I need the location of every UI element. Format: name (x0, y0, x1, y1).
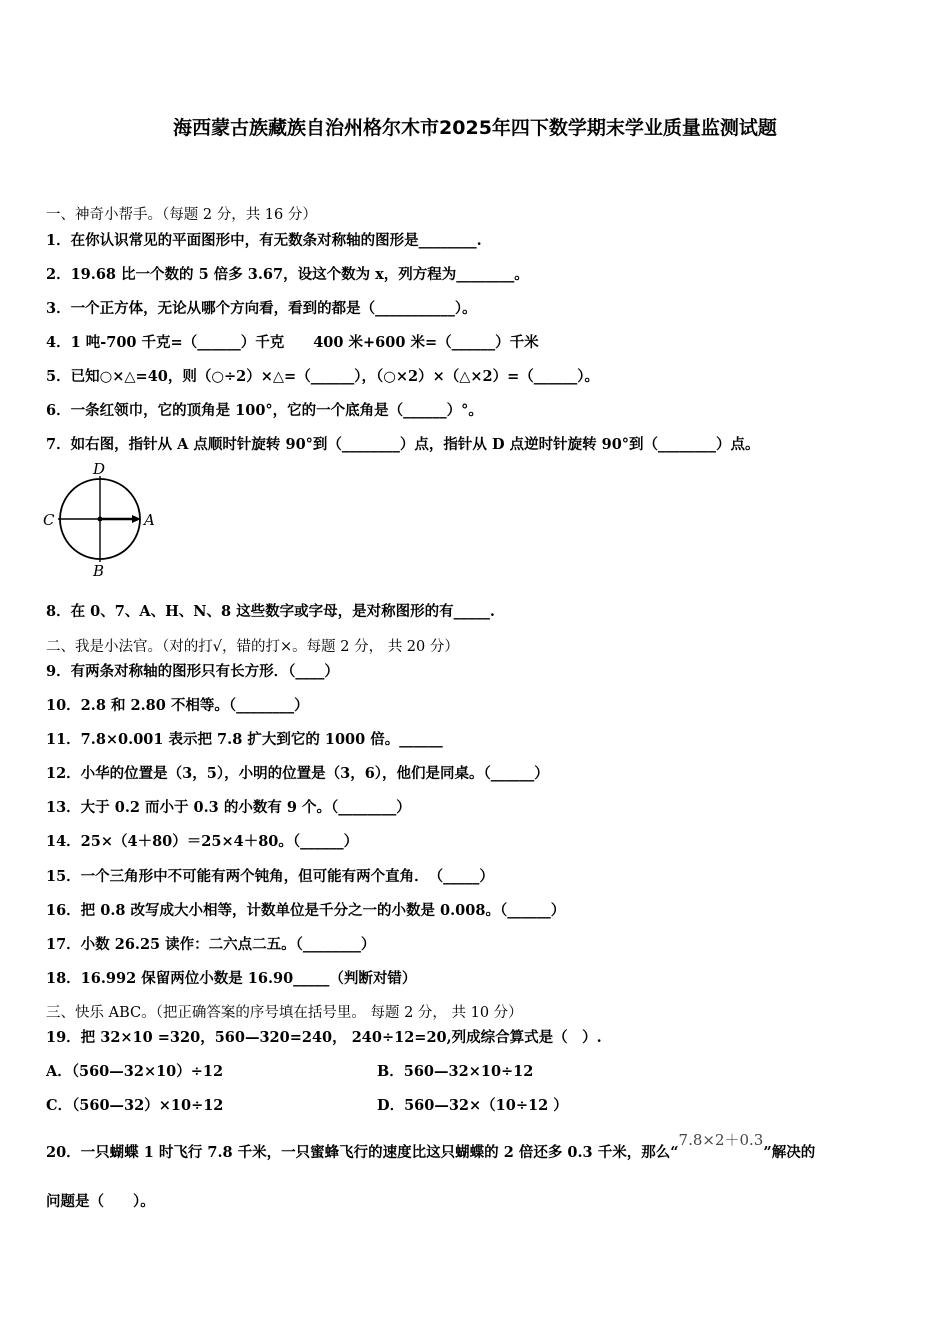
page-title: 海西蒙古族藏族自治州格尔木市2025年四下数学期末学业质量监测试题 (173, 117, 777, 139)
question-14: 14．25×（4＋80）＝25×4＋80。（______） (46, 833, 359, 850)
q19-option-c: C．（560—32）×10÷12 (46, 1097, 224, 1114)
question-20-formula: 7.8×2＋0.3 (678, 1131, 764, 1149)
question-11: 11．7.8×0.001 表示把 7.8 扩大到它的 1000 倍。______ (46, 731, 443, 748)
diagram-label-a: A (144, 511, 155, 529)
question-13: 13．大于 0.2 而小于 0.3 的小数有 9 个。（________） (46, 799, 411, 816)
question-10: 10．2.8 和 2.80 不相等。（________） (46, 697, 309, 714)
question-20-text-start: 20．一只蝴蝶 1 时飞行 7.8 千米，一只蜜蜂飞行的速度比这只蝴蝶的 2 倍还多 0.3 千米，那么“ (46, 1144, 679, 1161)
section-3-heading: 三、快乐 ABC。（把正确答案的序号填在括号里。 每题 2 分， 共 10 分） (46, 1005, 523, 1021)
question-17: 17．小数 26.25 读作：二六点二五。（________） (46, 936, 376, 953)
question-15: 15．一个三角形中不可能有两个钝角，但可能有两个直角． （_____） (46, 868, 494, 885)
q19-option-a: A．（560—32×10）÷12 (46, 1063, 224, 1080)
q19-option-b: B．560—32×10÷12 (377, 1063, 534, 1080)
q19-option-d: D．560—32×（10÷12 ） (377, 1097, 568, 1114)
diagram-label-b: B (93, 562, 105, 580)
question-20 (46, 1131, 816, 1162)
question-20-line-2: 问题是（ ）。 (46, 1193, 155, 1210)
diagram-center-dot (98, 517, 103, 522)
question-12: 12．小华的位置是（3，5），小明的位置是（3，6），他们是同桌。（______） (46, 765, 549, 782)
question-4: 4．1 吨-700 千克=（______）千克 400 米+600 米=（______）千米 (46, 334, 539, 351)
question-8: 8．在 0、7、A、H、N、8 这些数字或字母，是对称图形的有_____. (46, 603, 495, 620)
diagram-label-d: D (93, 460, 106, 478)
question-6: 6．一条红领巾，它的顶角是 100°，它的一个底角是（______）°。 (46, 402, 483, 419)
section-1-heading: 一、神奇小帮手。（每题 2 分，共 16 分） (46, 207, 317, 223)
clock-diagram (40, 458, 170, 580)
question-7: 7．如右图，指针从 A 点顺时针旋转 90°到（________）点，指针从 D 点逆时针旋转 90°到（________）点。 (46, 436, 760, 453)
section-2-heading: 二、我是小法官。（对的打√，错的打×。每题 2 分， 共 20 分） (46, 639, 459, 655)
diagram-label-c: C (43, 511, 55, 529)
question-19: 19．把 32×10 =320，560—320=240， 240÷12=20,列成综合算式是（ ）. (46, 1029, 602, 1046)
question-9: 9．有两条对称轴的图形只有长方形．（____） (46, 663, 339, 680)
question-1: 1．在你认识常见的平面图形中，有无数条对称轴的图形是________. (46, 232, 482, 249)
question-3: 3．一个正方体，无论从哪个方向看，看到的都是（___________）。 (46, 300, 477, 317)
question-2: 2．19.68 比一个数的 5 倍多 3.67，设这个数为 x，列方程为________。 (46, 266, 529, 283)
question-20-text-end: ”解决的 (763, 1144, 816, 1161)
question-18: 18．16.992 保留两位小数是 16.90_____（判断对错） (46, 970, 417, 987)
question-16: 16．把 0.8 改写成大小相等，计数单位是千分之一的小数是 0.008。（______） (46, 902, 566, 919)
question-5: 5．已知○×△=40，则（○÷2）×△=（______），（○×2）×（△×2）=（______）。 (46, 368, 600, 385)
